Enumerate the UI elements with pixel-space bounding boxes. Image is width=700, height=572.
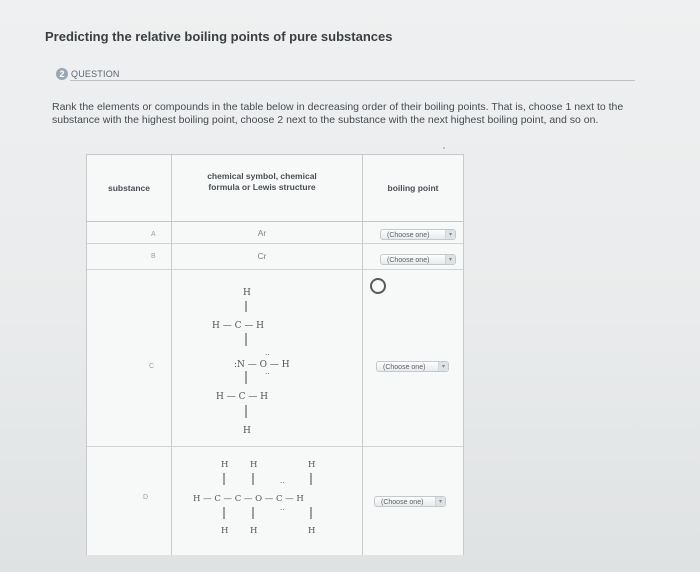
row-divider bbox=[87, 243, 463, 244]
lewis-atom: H bbox=[308, 526, 316, 536]
lewis-bond-row: H — C — H bbox=[216, 392, 269, 402]
lewis-atom: H bbox=[243, 288, 251, 298]
lewis-atom: H bbox=[250, 460, 258, 470]
svg-text:··: ·· bbox=[265, 351, 270, 359]
lewis-atom: H bbox=[308, 460, 316, 470]
row-divider bbox=[87, 269, 463, 270]
row-letter: C bbox=[149, 363, 155, 370]
boiling-point-select-b[interactable] bbox=[380, 254, 456, 265]
svg-text:··: ·· bbox=[280, 479, 285, 487]
boiling-point-select-c[interactable] bbox=[376, 361, 449, 372]
lewis-bond-row: :N — O — H bbox=[234, 360, 290, 370]
question-divider bbox=[70, 80, 635, 81]
svg-text:··: ·· bbox=[265, 370, 270, 378]
lewis-bond-row: H — C — C — O — C — H bbox=[193, 494, 304, 504]
select-value: (Choose one) bbox=[383, 364, 426, 371]
boiling-point-select-d[interactable] bbox=[374, 496, 446, 507]
cursor-circle-icon bbox=[370, 278, 386, 294]
lewis-structure-c bbox=[199, 279, 329, 439]
stray-mark bbox=[443, 147, 445, 149]
row-divider bbox=[87, 446, 463, 447]
lewis-atom: H bbox=[221, 526, 229, 536]
question-number-icon: 2 bbox=[56, 68, 68, 80]
select-value: (Choose one) bbox=[387, 232, 430, 239]
page-title: Predicting the relative boiling points of pure substances bbox=[45, 29, 393, 44]
header-substance: substance bbox=[107, 183, 151, 193]
header-row-divider bbox=[87, 221, 463, 222]
lewis-structure-d bbox=[187, 455, 357, 541]
question-label: QUESTION bbox=[71, 69, 120, 79]
lewis-atom: H bbox=[243, 426, 251, 436]
header-formula: chemical symbol, chemical formula or Lewis structure bbox=[207, 171, 317, 192]
boiling-point-select-a[interactable] bbox=[380, 229, 456, 240]
chevron-down-icon: ▾ bbox=[435, 497, 445, 506]
lewis-atom: H bbox=[221, 460, 229, 470]
formula-cell: Ar bbox=[257, 228, 267, 238]
instructions-text: Rank the elements or compounds in the table below in decreasing order of their boiling points. That is, choose 1 next to the substance with the highest boiling point, choose 2 next to the substance with the next highest boiling point, and so on. bbox=[52, 101, 624, 126]
chevron-down-icon: ▾ bbox=[438, 362, 448, 371]
svg-text:··: ·· bbox=[280, 506, 285, 514]
select-value: (Choose one) bbox=[387, 257, 430, 264]
column-divider bbox=[362, 155, 363, 555]
substance-table bbox=[86, 154, 464, 555]
column-divider bbox=[171, 155, 172, 555]
formula-cell: Cr bbox=[257, 251, 267, 261]
row-letter: A bbox=[151, 231, 156, 238]
chevron-down-icon: ▾ bbox=[445, 230, 455, 239]
row-letter: D bbox=[143, 494, 149, 501]
lewis-bond-row: H — C — H bbox=[212, 321, 265, 331]
row-letter: B bbox=[151, 253, 156, 260]
select-value: (Choose one) bbox=[381, 499, 424, 506]
chevron-down-icon: ▾ bbox=[445, 255, 455, 264]
header-boiling-point: boiling point bbox=[387, 183, 439, 193]
lewis-atom: H bbox=[250, 526, 258, 536]
